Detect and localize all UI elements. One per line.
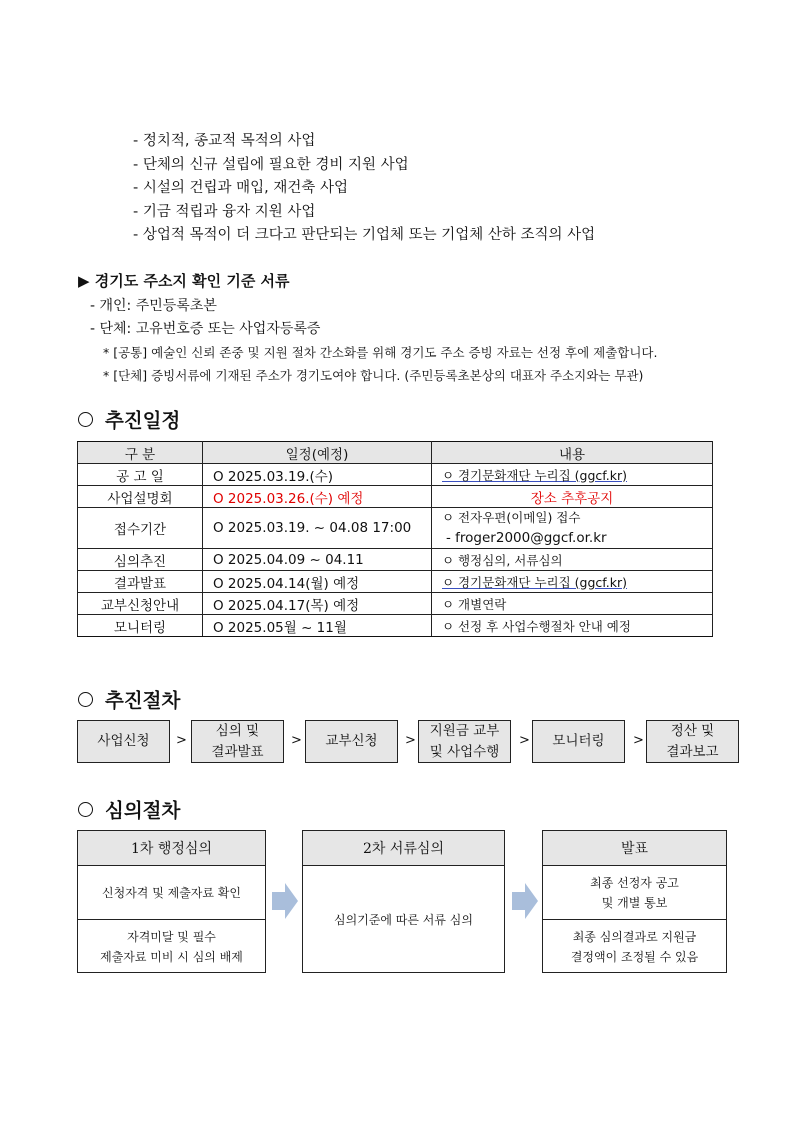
procedure-step-grant-execution — [418, 720, 511, 763]
step-separator: > — [633, 733, 644, 748]
cell-line: 최종 심의결과로 지원금 — [572, 929, 697, 944]
cell-line: 최종 선정자 공고 — [590, 875, 679, 890]
review-stage-admin — [77, 830, 266, 973]
stage-cell: 신청자격 및 제출자료 확인 — [78, 866, 265, 920]
stage-head: 발표 — [543, 831, 726, 866]
note-group: * [단체] 증빙서류에 기재된 주소가 경기도여야 합니다. (주민등록초본상의 대표자 주소지와는 무관) — [103, 367, 644, 383]
content-link-text[interactable]: ㅇ 경기문화재단 누리집 (ggcf.kr) — [442, 467, 628, 483]
circle-icon — [78, 412, 93, 427]
stage-head: 1차 행정심의 — [78, 831, 265, 866]
row-category: 접수기간 — [78, 508, 203, 549]
content-line: ㅇ 전자우편(이메일) 접수 — [442, 510, 581, 525]
step-line1: 지원금 교부 — [429, 722, 500, 739]
header-category: 구 분 — [78, 442, 203, 464]
procedure-step-review — [191, 720, 284, 763]
arrow-right-icon — [272, 883, 298, 919]
table-header-row — [78, 442, 713, 464]
row-category: 교부신청안내 — [78, 593, 203, 615]
address-docs-heading: ▶ 경기도 주소지 확인 기준 서류 — [78, 272, 290, 290]
row-content: ㅇ 행정심의, 서류심의 — [432, 549, 713, 571]
review-stage-documents — [302, 830, 505, 973]
step-separator: > — [405, 733, 416, 748]
stage-cell: 심의기준에 따른 서류 심의 — [334, 912, 473, 927]
cell-line: 제출자료 미비 시 심의 배제 — [100, 949, 243, 964]
header-content: 내용 — [432, 442, 713, 464]
circle-icon — [78, 802, 93, 817]
table-row — [78, 549, 713, 571]
step-line2: 결과발표 — [211, 743, 264, 760]
circle-icon — [78, 692, 93, 707]
procedure-step-monitoring — [532, 720, 625, 763]
exclusion-item: - 기금 적립과 융자 지원 사업 — [133, 203, 316, 220]
stage-head: 2차 서류심의 — [303, 831, 504, 866]
table-row — [78, 593, 713, 615]
row-content: 장소 추후공지 — [432, 486, 713, 508]
table-row — [78, 486, 713, 508]
step-line2: 및 사업수행 — [429, 743, 500, 760]
row-content — [432, 571, 713, 593]
step-line1: 정산 및 — [670, 722, 715, 739]
arrow-right-icon — [512, 883, 538, 919]
row-date: O 2025.03.19. ~ 04.08 17:00 — [203, 508, 432, 549]
exclusion-item: - 상업적 목적이 더 크다고 판단되는 기업체 또는 기업체 산하 조직의 사업 — [133, 227, 596, 243]
cell-line: 및 개별 통보 — [601, 895, 668, 910]
stage-cell — [543, 920, 726, 973]
exclusion-item: - 정치적, 종교적 목적의 사업 — [133, 133, 316, 149]
review-title-text: 심의절차 — [105, 799, 181, 822]
row-date: O 2025.04.14(월) 예정 — [203, 571, 432, 593]
row-date: O 2025.05월 ~ 11월 — [203, 615, 432, 637]
content-link-text[interactable]: ㅇ 경기문화재단 누리집 (ggcf.kr) — [442, 574, 628, 590]
step-separator: > — [291, 733, 302, 748]
email-address[interactable]: - froger2000@ggcf.or.kr — [446, 530, 607, 546]
review-stage-announcement — [542, 830, 727, 973]
step-line1: 모니터링 — [552, 733, 605, 749]
schedule-title — [78, 405, 180, 433]
exclusion-item: - 시설의 건립과 매입, 재건축 사업 — [133, 180, 348, 196]
row-content — [432, 464, 713, 486]
schedule-title-text: 추진일정 — [105, 409, 181, 432]
step-separator: > — [519, 733, 530, 748]
row-date: O 2025.04.09 ~ 04.11 — [203, 549, 432, 571]
row-date: O 2025.04.17(목) 예정 — [203, 593, 432, 615]
step-line1: 교부신청 — [325, 733, 378, 749]
step-line1: 사업신청 — [97, 733, 150, 749]
row-content: ㅇ 개별연락 — [432, 593, 713, 615]
table-row — [78, 571, 713, 593]
cell-line: 자격미달 및 필수 — [127, 929, 216, 944]
exclusion-item: - 단체의 신규 설립에 필요한 경비 지원 사업 — [133, 156, 409, 173]
schedule-table — [77, 441, 713, 637]
row-content: ㅇ 선정 후 사업수행절차 안내 예정 — [432, 615, 713, 637]
address-docs-notes — [103, 342, 657, 387]
note-common: * [공통] 예술인 신뢰 존중 및 지원 절차 간소화를 위해 경기도 주소 증빙 자료는 선정 후에 제출합니다. — [103, 345, 658, 360]
row-category: 결과발표 — [78, 571, 203, 593]
exclusion-list — [133, 130, 595, 248]
address-doc-item: - 단체: 고유번호증 또는 사업자등록증 — [90, 321, 321, 337]
step-line1: 심의 및 — [215, 722, 260, 739]
row-category: 심의추진 — [78, 549, 203, 571]
table-row — [78, 508, 713, 549]
procedure-step-settlement — [646, 720, 739, 763]
row-date: O 2025.03.19.(수) — [203, 464, 432, 486]
procedure-title — [78, 685, 180, 713]
procedure-title-text: 추진절차 — [105, 689, 181, 712]
review-title — [78, 795, 180, 823]
stage-cell — [78, 920, 265, 973]
address-docs-list — [90, 295, 320, 341]
table-row — [78, 615, 713, 637]
step-line2: 결과보고 — [666, 743, 719, 760]
table-row — [78, 464, 713, 486]
row-category: 공 고 일 — [78, 464, 203, 486]
procedure-step-apply — [77, 720, 170, 763]
step-separator: > — [176, 733, 187, 748]
stage-cell — [543, 866, 726, 920]
row-content — [432, 508, 713, 549]
cell-line: 결정액이 조정될 수 있음 — [570, 949, 699, 964]
row-category: 모니터링 — [78, 615, 203, 637]
row-category: 사업설명회 — [78, 486, 203, 508]
address-doc-item: - 개인: 주민등록초본 — [90, 298, 217, 314]
row-date: O 2025.03.26.(수) 예정 — [203, 486, 432, 508]
header-date: 일정(예정) — [203, 442, 432, 464]
procedure-step-grant-application — [305, 720, 398, 763]
